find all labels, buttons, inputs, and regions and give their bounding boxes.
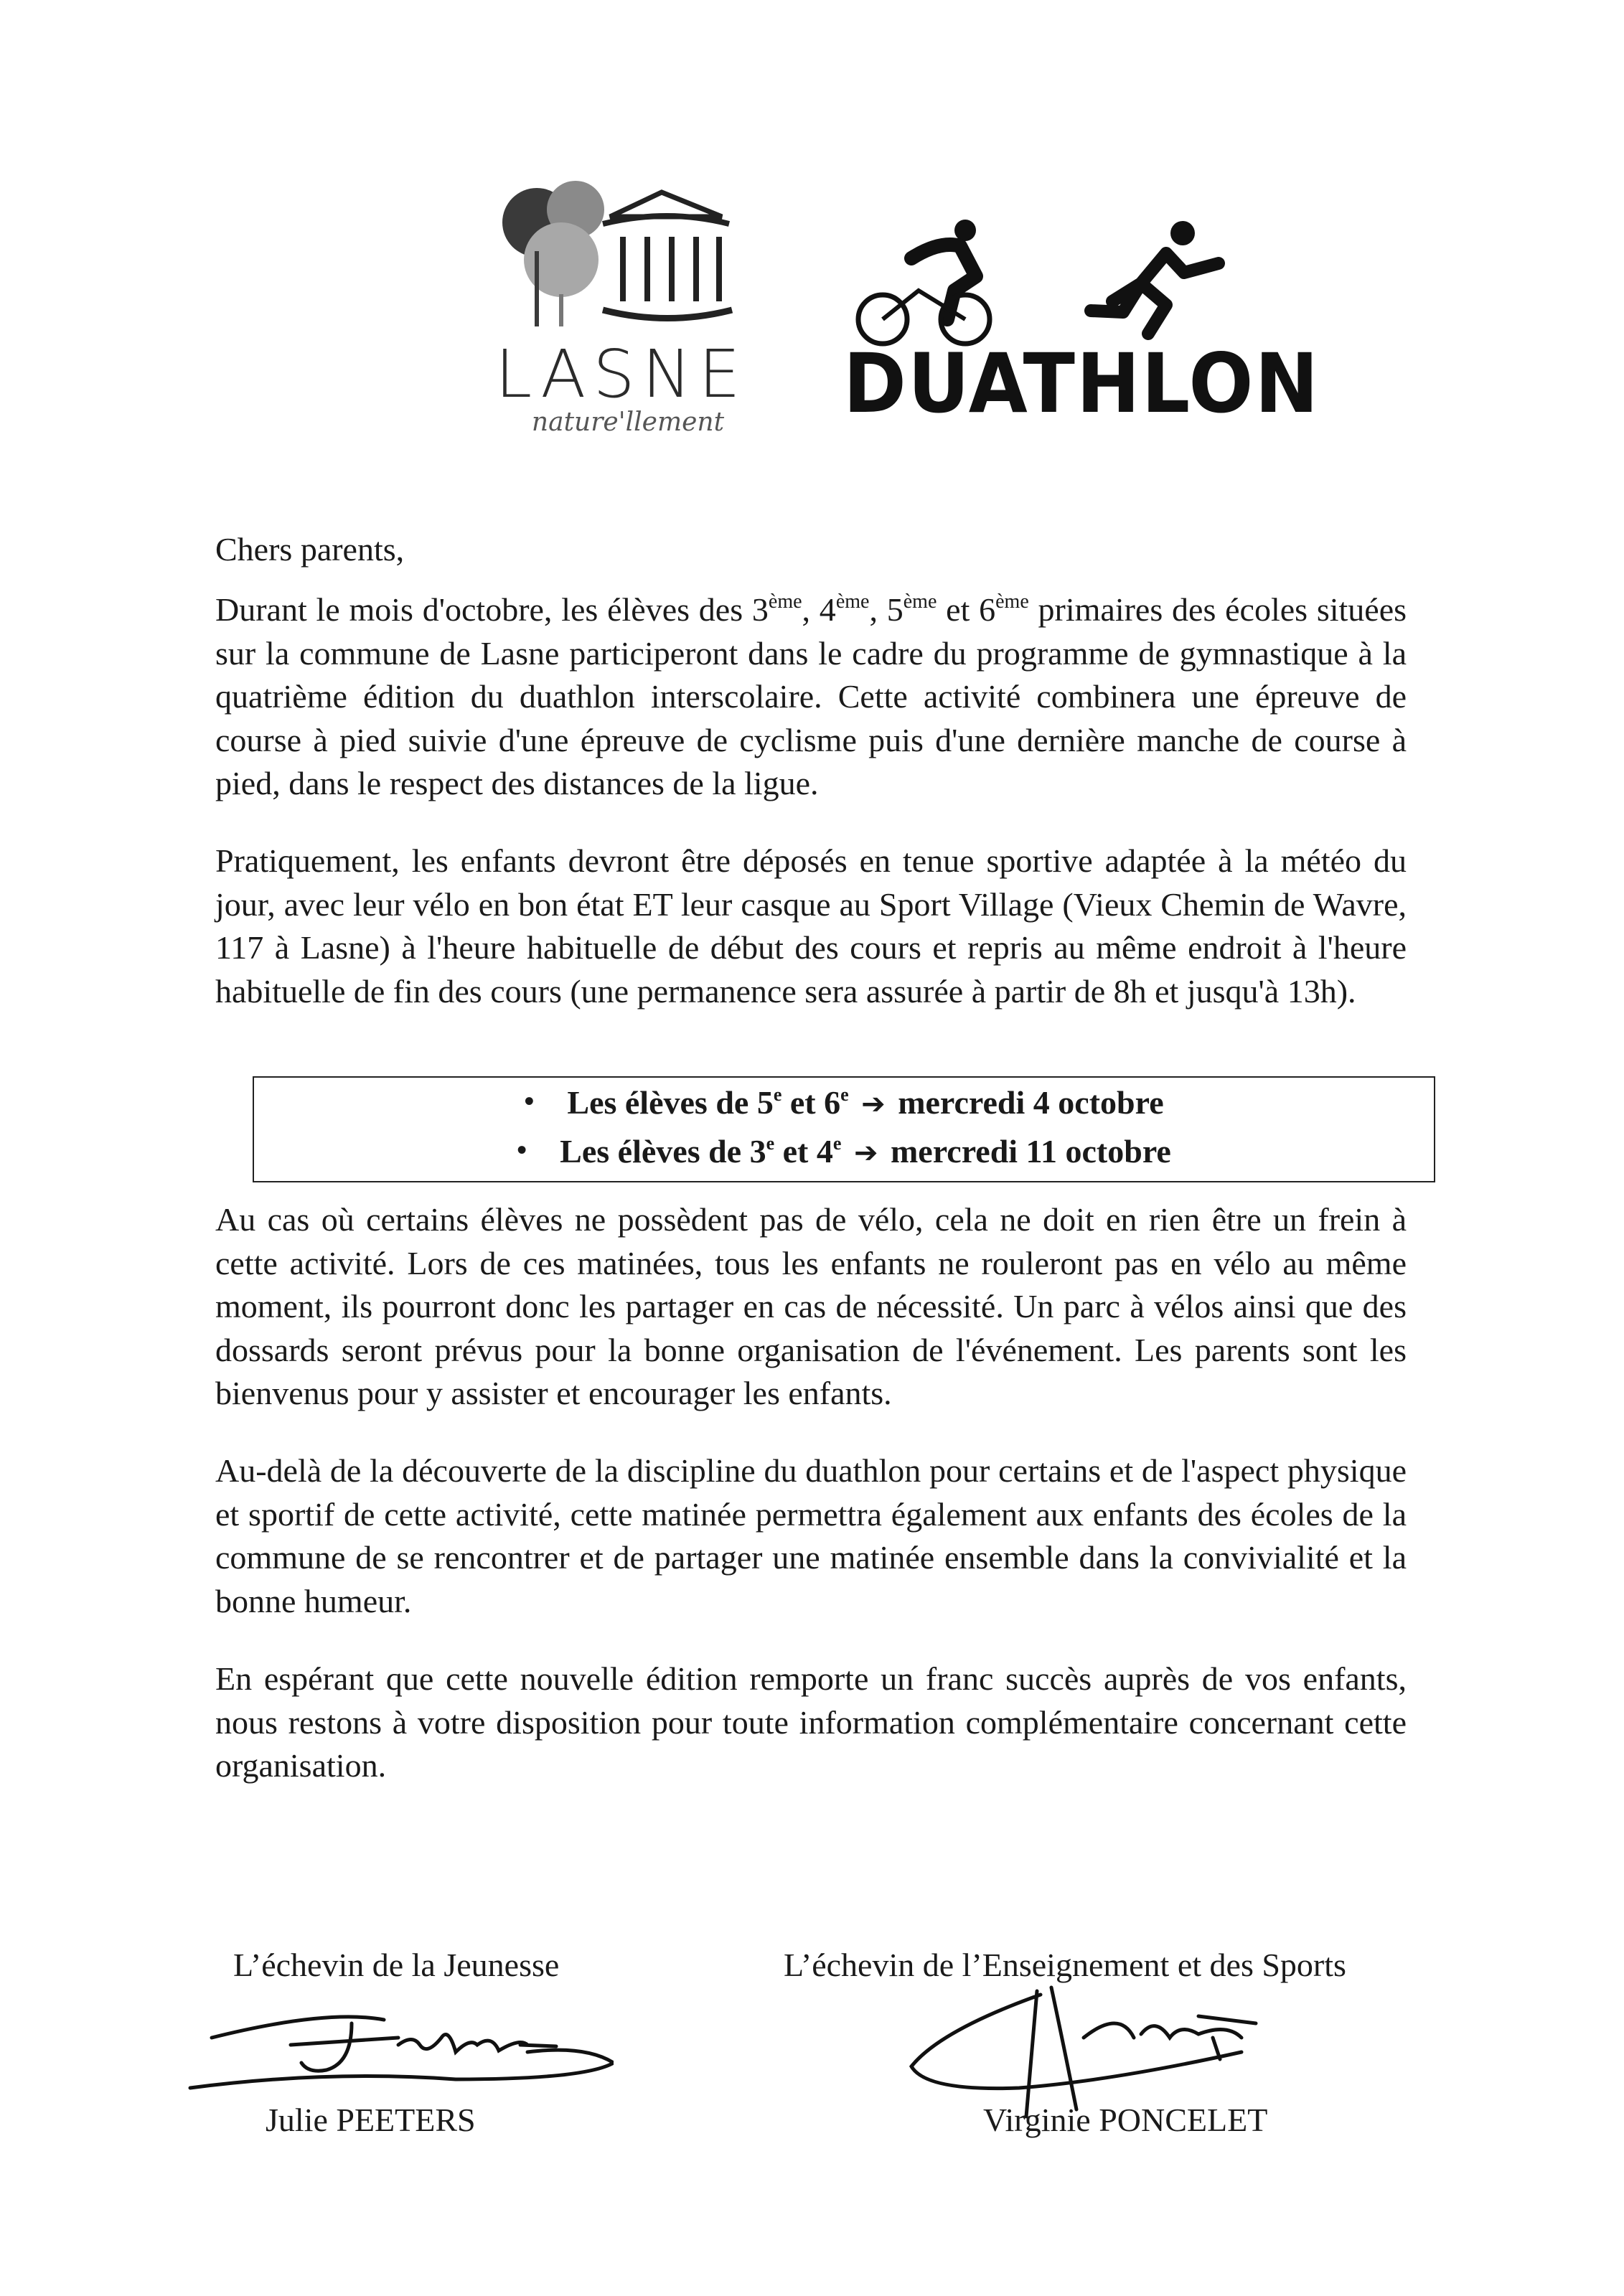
p1-text-a: Durant le mois d'octobre, les élèves des 3 bbox=[215, 591, 769, 628]
paragraph-5: En espérant que cette nouvelle édition remporte un franc succès auprès de vos enfants, nous restons à votre disposition pour toute information complémentaire concernant cette organisation. bbox=[215, 1660, 1407, 1784]
lasne-emblem-icon bbox=[495, 179, 754, 344]
date-line-sup: e bbox=[832, 1133, 842, 1154]
date-line-sup: e bbox=[773, 1084, 782, 1105]
lasne-tagline: nature'llement bbox=[531, 408, 725, 437]
greeting: Chers parents, bbox=[215, 531, 405, 568]
p1-text-b: , 4 bbox=[802, 591, 836, 628]
date-line-pre: Les élèves de 3 bbox=[560, 1133, 766, 1170]
bullet-icon: • bbox=[524, 1085, 535, 1117]
signature-right-title: L’échevin de l’Enseignement et des Sports bbox=[784, 1947, 1346, 1983]
date-line-sup: e bbox=[766, 1133, 775, 1154]
p1-text-c: , 5 bbox=[869, 591, 903, 628]
arrow-right-icon: ➔ bbox=[853, 1137, 878, 1170]
dates-box bbox=[253, 1076, 1435, 1182]
date-line-when: mercredi 4 octobre bbox=[898, 1084, 1164, 1121]
cyclist-runner-icon bbox=[840, 219, 1256, 348]
lasne-logo bbox=[495, 179, 754, 445]
date-line-when: mercredi 11 octobre bbox=[890, 1133, 1171, 1170]
signature-left-title: L’échevin de la Jeunesse bbox=[233, 1947, 560, 1983]
duathlon-logo bbox=[840, 219, 1320, 431]
signature-right-name: Virginie PONCELET bbox=[983, 2102, 1268, 2138]
paragraph-1 bbox=[215, 588, 1407, 806]
p1-text-d: et 6 bbox=[937, 591, 996, 628]
p1-sup-4: ème bbox=[995, 591, 1029, 613]
paragraph-3: Au cas où certains élèves ne possèdent pas de vélo, cela ne doit en rien être un frein à cette activité. Lors de ces matinées, tous les enfants ne rouleront pas en vélo au même moment, ils pourront donc les partager en cas de nécessité. Un parc à vélos ainsi que des dossards seront prévus pour la bonne organisation de l'événement. Les parents sont les bienvenus pour y assister et encourager les enfants. bbox=[215, 1201, 1407, 1411]
paragraph-4: Au-delà de la découverte de la discipline du duathlon pour certains et de l'aspect physique et sportif de cette activité, cette matinée permettra également aux enfants des écoles de la commune de se rencontrer et de partager une matinée ensemble dans la convivialité et la bonne humeur. bbox=[215, 1452, 1407, 1619]
p1-sup-1: ème bbox=[768, 591, 802, 613]
date-line-pre: Les élèves de 5 bbox=[567, 1084, 774, 1121]
arrow-right-icon: ➔ bbox=[861, 1088, 886, 1121]
date-line bbox=[254, 1132, 1434, 1170]
lasne-wordmark: LASNE bbox=[495, 336, 748, 413]
date-line bbox=[254, 1083, 1434, 1121]
signature-left-name: Julie PEETERS bbox=[266, 2102, 476, 2138]
bullet-icon: • bbox=[517, 1134, 527, 1166]
date-line-mid: et 6 bbox=[782, 1084, 841, 1121]
p1-sup-3: ème bbox=[903, 591, 937, 613]
date-line-sup: e bbox=[840, 1084, 849, 1105]
paragraph-2: Pratiquement, les enfants devront être déposés en tenue sportive adaptée à la météo du jour, avec leur vélo en bon état ET leur casque au Sport Village (Vieux Chemin de Wavre, 117 à Lasne) à l'heure habituelle de début des cours et repris au même endroit à l'heure habituelle de fin des cours (une permanence sera assurée à partir de 8h et jusqu'à 13h). bbox=[215, 842, 1407, 1010]
handwritten-signature-left-icon bbox=[183, 1995, 614, 2095]
p1-text-e: primaires des écoles situées sur la commune de Lasne participeront dans le cadre du programme de gymnastique à la quatrième édition du duathlon interscolaire. Cette activité combinera une épreuve de course à pied suivie d'une épreuve de cyclisme puis d'une dernière manche de course à pied, dans le respect des distances de la ligue. bbox=[215, 591, 1407, 801]
date-line-mid: et 4 bbox=[774, 1133, 833, 1170]
p1-sup-2: ème bbox=[835, 591, 870, 613]
duathlon-wordmark: DUATHLON bbox=[843, 336, 1320, 431]
